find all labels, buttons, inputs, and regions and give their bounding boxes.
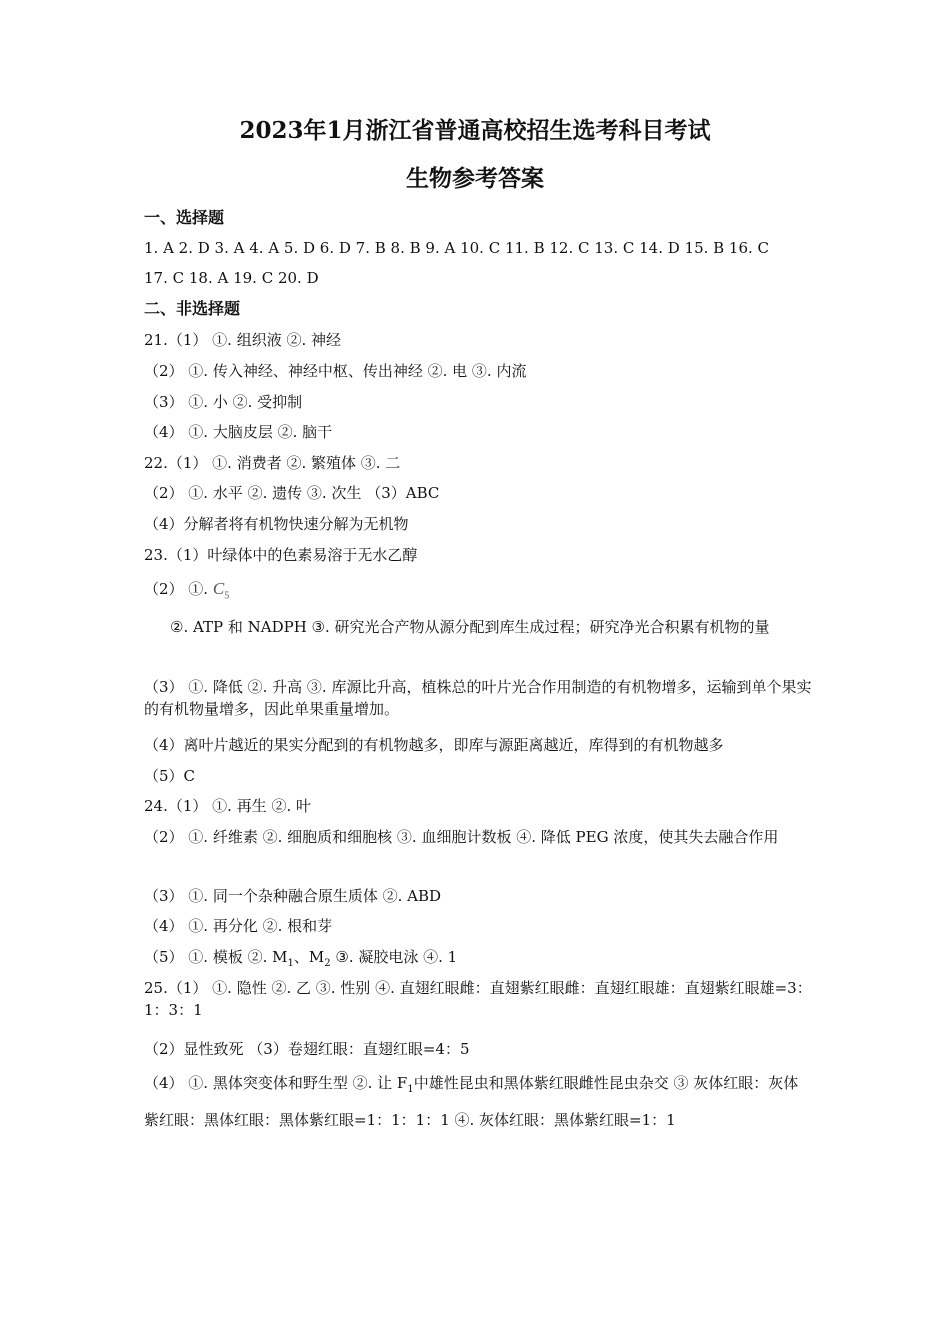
choice-answers-row-2: 17. C 18. A 19. C 20. D bbox=[144, 269, 319, 287]
q25-line-1: 25.（1） ①. 隐性 ②. 乙 ③. 性别 ④. 直翅红眼雌：直翅紫红眼雌：直翅红眼雄：直翅紫红眼雄=3：1：3：1 bbox=[144, 979, 812, 1019]
q21-line-1: 21.（1） ①. 组织液 ②. 神经 bbox=[144, 331, 342, 349]
q24-line-4: （4） ①. 再分化 ②. 根和芽 bbox=[144, 917, 333, 935]
q25-f1-subscript: 1 bbox=[407, 1084, 414, 1095]
q23-line-6: （5）C bbox=[144, 767, 196, 785]
q24-line-5-part-a: （5） ①. 模板 ②. M bbox=[144, 948, 288, 966]
document-subtitle: 生物参考答案 bbox=[406, 165, 544, 192]
choice-answers-row-1: 1. A 2. D 3. A 4. A 5. D 6. D 7. B 8. B 9. A 10. C 11. B 12. C 13. C 14. D 15. B 16. C bbox=[144, 239, 770, 257]
c5-formula bbox=[212, 579, 230, 602]
q25-line-3 bbox=[144, 1068, 812, 1135]
q24-line-5-part-b: 、M bbox=[293, 948, 325, 966]
q25-line-3-part-a: （4） ①. 黑体突变体和野生型 ②. 让 F bbox=[144, 1074, 408, 1092]
section-heading-choice: 一、选择题 bbox=[144, 208, 225, 227]
q21-line-2: （2） ①. 传入神经、神经中枢、传出神经 ②. 电 ③. 内流 bbox=[144, 362, 527, 380]
q21-line-4: （4） ①. 大脑皮层 ②. 脑干 bbox=[144, 423, 333, 441]
q24-m2-subscript: 2 bbox=[324, 958, 331, 969]
q23-line-2-prefix: （2） ①. bbox=[144, 580, 209, 598]
q24-line-1: 24.（1） ①. 再生 ②. 叶 bbox=[144, 797, 312, 815]
q25-line-2: （2）显性致死 （3）卷翅红眼：直翅红眼=4：5 bbox=[144, 1040, 470, 1058]
q22-line-2: （2） ①. 水平 ②. 遗传 ③. 次生 （3）ABC bbox=[144, 484, 440, 502]
section-heading-nonchoice: 二、非选择题 bbox=[144, 299, 241, 318]
c5-formula-base: C bbox=[212, 579, 225, 598]
q24-line-2: （2） ①. 纤维素 ②. 细胞质和细胞核 ③. 血细胞计数板 ④. 降低 PEG 浓度，使其失去融合作用 bbox=[144, 828, 779, 846]
q24-line-5-part-c: ③. 凝胶电泳 ④. 1 bbox=[330, 948, 458, 966]
q22-line-1: 22.（1） ①. 消费者 ②. 繁殖体 ③. 二 bbox=[144, 454, 401, 472]
q23-line-4: （3） ①. 降低 ②. 升高 ③. 库源比升高，植株总的叶片光合作用制造的有机物增多，运输到单个果实的有机物量增多，因此单果重量增加。 bbox=[144, 678, 812, 718]
q23-line-1: 23.（1）叶绿体中的色素易溶于无水乙醇 bbox=[144, 546, 418, 564]
q23-line-2 bbox=[144, 578, 812, 607]
q24-line-5 bbox=[144, 946, 812, 975]
q25-line-3-part-b: 中雄性昆虫和黑体紫红眼雌性昆虫杂交 ③ 灰体红眼：灰体紫红眼：黑体红眼：黑体紫红眼=1：1：1：1 ④. 灰体红眼：黑体紫红眼=1：1 bbox=[144, 1074, 799, 1129]
q23-line-5: （4）离叶片越近的果实分配到的有机物越多，即库与源距离越近，库得到的有机物越多 bbox=[144, 736, 724, 754]
c5-formula-sub: 5 bbox=[224, 590, 230, 602]
q23-line-3: ②. ATP 和 NADPH ③. 研究光合产物从源分配到库生成过程；研究净光合积累有机物的量 bbox=[170, 618, 770, 636]
q24-m1-subscript: 1 bbox=[287, 958, 294, 969]
q24-line-3: （3） ①. 同一个杂种融合原生质体 ②. ABD bbox=[144, 887, 442, 905]
document-title: 2023年1月浙江省普通高校招生选考科目考试 bbox=[239, 117, 711, 144]
q22-line-3: （4）分解者将有机物快速分解为无机物 bbox=[144, 515, 409, 533]
q21-line-3: （3） ①. 小 ②. 受抑制 bbox=[144, 393, 303, 411]
